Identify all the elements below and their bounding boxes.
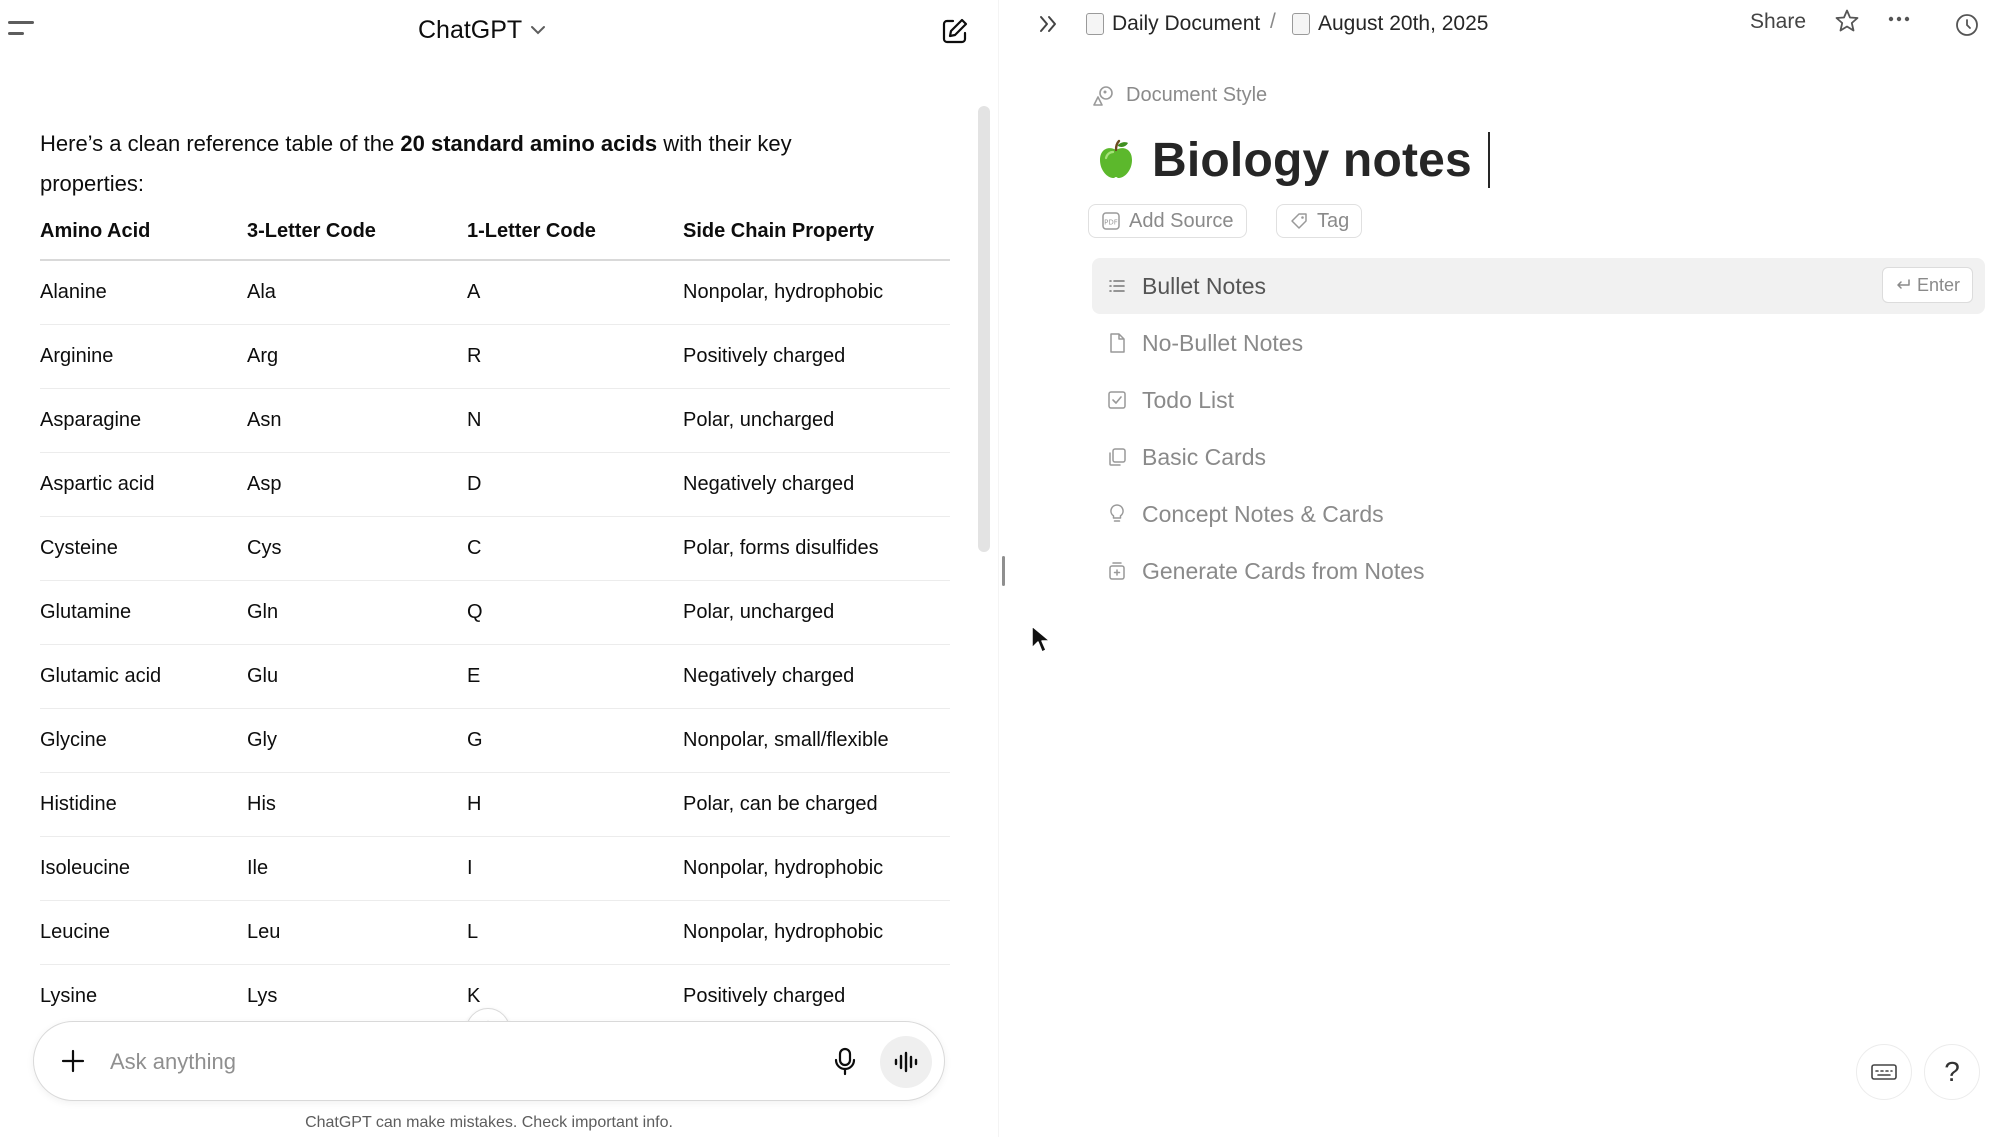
tag-icon xyxy=(1289,211,1309,231)
list-icon xyxy=(1106,275,1128,297)
cell-amino-acid: Glutamic acid xyxy=(40,644,247,708)
menu-item-concept-notes-cards[interactable]: Concept Notes & Cards xyxy=(1092,486,1985,542)
chat-pane xyxy=(0,0,998,1137)
cell-1-letter-code: C xyxy=(467,516,683,580)
notes-topbar xyxy=(1006,0,2000,50)
cell-side-chain-property: Polar, uncharged xyxy=(683,580,950,644)
cell-3-letter-code: Gln xyxy=(247,580,467,644)
assistant-message-intro: Here’s a clean reference table of the 20 standard amino acids with their key properties: xyxy=(40,131,792,196)
double-chevron-right-icon xyxy=(1034,10,1062,38)
cell-3-letter-code: Cys xyxy=(247,516,467,580)
cell-3-letter-code: Asp xyxy=(247,452,467,516)
bulb-icon xyxy=(1106,503,1128,525)
cell-amino-acid: Arginine xyxy=(40,324,247,388)
pane-resize-handle[interactable] xyxy=(1002,556,1005,586)
voice-mode-button[interactable] xyxy=(880,1036,932,1088)
intro-bold-text: 20 standard amino acids xyxy=(400,131,658,156)
cell-1-letter-code: A xyxy=(467,260,683,324)
document-icon xyxy=(1292,13,1310,35)
keyboard-icon xyxy=(1870,1062,1898,1082)
cell-side-chain-property: Positively charged xyxy=(683,324,950,388)
breadcrumb-separator: / xyxy=(1270,10,1276,33)
cell-amino-acid: Aspartic acid xyxy=(40,452,247,516)
pane-divider xyxy=(998,0,999,1137)
favorite-button[interactable] xyxy=(1834,8,1860,40)
chat-composer xyxy=(33,1021,945,1101)
svg-text:PDF: PDF xyxy=(1104,218,1118,227)
column-header-1-letter-code: 1-Letter Code xyxy=(467,204,683,260)
menu-item-basic-cards[interactable]: Basic Cards xyxy=(1092,429,1985,485)
new-chat-button[interactable] xyxy=(940,16,970,46)
cell-1-letter-code: E xyxy=(467,644,683,708)
menu-item-bullet-notes[interactable]: Bullet Notes Enter xyxy=(1092,258,1985,314)
cell-1-letter-code: H xyxy=(467,772,683,836)
menu-item-todo-list[interactable]: Todo List xyxy=(1092,372,1985,428)
voice-waveform-icon xyxy=(893,1051,919,1073)
cell-amino-acid: Glutamine xyxy=(40,580,247,644)
menu-item-generate-cards[interactable]: Generate Cards from Notes xyxy=(1092,543,1985,599)
tag-button[interactable]: Tag xyxy=(1276,204,1362,238)
generate-icon xyxy=(1106,560,1128,582)
chat-scrollbar[interactable] xyxy=(978,106,990,552)
pdf-icon xyxy=(1101,211,1121,231)
column-header-amino-acid: Amino Acid xyxy=(40,204,247,260)
cell-amino-acid: Asparagine xyxy=(40,388,247,452)
attach-button[interactable] xyxy=(58,1046,88,1076)
cards-icon xyxy=(1106,446,1128,468)
cell-1-letter-code: N xyxy=(467,388,683,452)
cell-amino-acid: Cysteine xyxy=(40,516,247,580)
return-key-icon xyxy=(1895,278,1911,292)
cell-1-letter-code: R xyxy=(467,324,683,388)
chat-header xyxy=(0,0,998,66)
cell-3-letter-code: Leu xyxy=(247,900,467,964)
help-button[interactable]: ? xyxy=(1924,1044,1980,1100)
document-title-row[interactable] xyxy=(1094,128,1490,192)
table-row xyxy=(40,900,950,964)
sync-icon xyxy=(1954,12,1980,38)
note-template-menu xyxy=(1092,258,1985,600)
table-row xyxy=(40,580,950,644)
table-row xyxy=(40,388,950,452)
breadcrumb-daily-document[interactable]: Daily Document xyxy=(1086,10,1260,38)
table-body xyxy=(40,260,950,1026)
disclaimer-text: ChatGPT can make mistakes. Check important info. xyxy=(305,1114,673,1131)
text-caret xyxy=(1488,132,1490,188)
document-icon xyxy=(1086,13,1104,35)
breadcrumb-current-date[interactable]: August 20th, 2025 xyxy=(1292,10,1488,38)
table-row xyxy=(40,836,950,900)
cell-side-chain-property: Polar, uncharged xyxy=(683,388,950,452)
cell-amino-acid: Isoleucine xyxy=(40,836,247,900)
cell-3-letter-code: Arg xyxy=(247,324,467,388)
cell-amino-acid: Lysine xyxy=(40,964,247,1026)
cell-3-letter-code: Gly xyxy=(247,708,467,772)
sidebar-toggle-button[interactable] xyxy=(8,18,36,40)
table-row xyxy=(40,452,950,516)
palette-icon xyxy=(1092,85,1116,107)
dictate-button[interactable] xyxy=(828,1044,862,1078)
cell-1-letter-code: Q xyxy=(467,580,683,644)
column-header-3-letter-code: 3-Letter Code xyxy=(247,204,467,260)
cell-side-chain-property: Positively charged xyxy=(683,964,950,1026)
column-header-side-chain-property: Side Chain Property xyxy=(683,204,950,260)
cell-3-letter-code: Glu xyxy=(247,644,467,708)
table-row xyxy=(40,644,950,708)
cell-3-letter-code: Asn xyxy=(247,388,467,452)
table-header-row xyxy=(40,204,950,260)
model-name: ChatGPT xyxy=(418,15,523,44)
keyboard-shortcuts-button[interactable] xyxy=(1856,1044,1912,1100)
table-row xyxy=(40,516,950,580)
cell-side-chain-property: Negatively charged xyxy=(683,452,950,516)
sync-status-button[interactable] xyxy=(1954,12,1980,38)
cell-1-letter-code: G xyxy=(467,708,683,772)
compose-icon xyxy=(940,16,970,46)
chat-message-area[interactable] xyxy=(0,66,998,1026)
microphone-icon xyxy=(828,1044,862,1078)
document-title[interactable]: Biology notes xyxy=(1152,133,1472,187)
cell-3-letter-code: Ala xyxy=(247,260,467,324)
cell-1-letter-code: D xyxy=(467,452,683,516)
cell-side-chain-property: Polar, can be charged xyxy=(683,772,950,836)
cell-side-chain-property: Negatively charged xyxy=(683,644,950,708)
more-options-button[interactable] xyxy=(1886,6,1912,39)
cell-side-chain-property: Nonpolar, small/flexible xyxy=(683,708,950,772)
cell-side-chain-property: Polar, forms disulfides xyxy=(683,516,950,580)
cell-side-chain-property: Nonpolar, hydrophobic xyxy=(683,836,950,900)
plus-icon xyxy=(58,1046,88,1076)
cell-1-letter-code: K xyxy=(467,964,683,1026)
cell-1-letter-code: I xyxy=(467,836,683,900)
share-button[interactable]: Share xyxy=(1750,10,1807,33)
more-horizontal-icon xyxy=(1886,6,1912,32)
green-apple-icon xyxy=(1094,138,1138,182)
model-switcher[interactable] xyxy=(418,10,546,50)
cell-3-letter-code: His xyxy=(247,772,467,836)
cell-amino-acid: Glycine xyxy=(40,708,247,772)
menu-item-no-bullet-notes[interactable]: No-Bullet Notes xyxy=(1092,315,1985,371)
add-source-button[interactable]: PDF Add Source xyxy=(1088,204,1247,238)
table-row xyxy=(40,260,950,324)
cell-amino-acid: Alanine xyxy=(40,260,247,324)
enter-shortcut-hint: Enter xyxy=(1882,267,1973,303)
cell-side-chain-property: Nonpolar, hydrophobic xyxy=(683,260,950,324)
table-row xyxy=(40,708,950,772)
chevron-down-icon xyxy=(530,24,546,36)
page-icon xyxy=(1106,332,1128,354)
amino-acid-table xyxy=(40,204,950,1026)
document-style-button[interactable]: Document Style xyxy=(1092,84,1267,107)
star-icon xyxy=(1834,8,1860,34)
ask-input[interactable] xyxy=(110,1040,830,1084)
cell-1-letter-code: L xyxy=(467,900,683,964)
cell-3-letter-code: Ile xyxy=(247,836,467,900)
notes-pane xyxy=(1006,0,2000,1137)
table-row xyxy=(40,324,950,388)
cell-amino-acid: Histidine xyxy=(40,772,247,836)
expand-sidebar-button[interactable] xyxy=(1034,10,1062,38)
cell-amino-acid: Leucine xyxy=(40,900,247,964)
cell-3-letter-code: Lys xyxy=(247,964,467,1026)
checkbox-icon xyxy=(1106,389,1128,411)
table-row xyxy=(40,772,950,836)
cell-side-chain-property: Nonpolar, hydrophobic xyxy=(683,900,950,964)
